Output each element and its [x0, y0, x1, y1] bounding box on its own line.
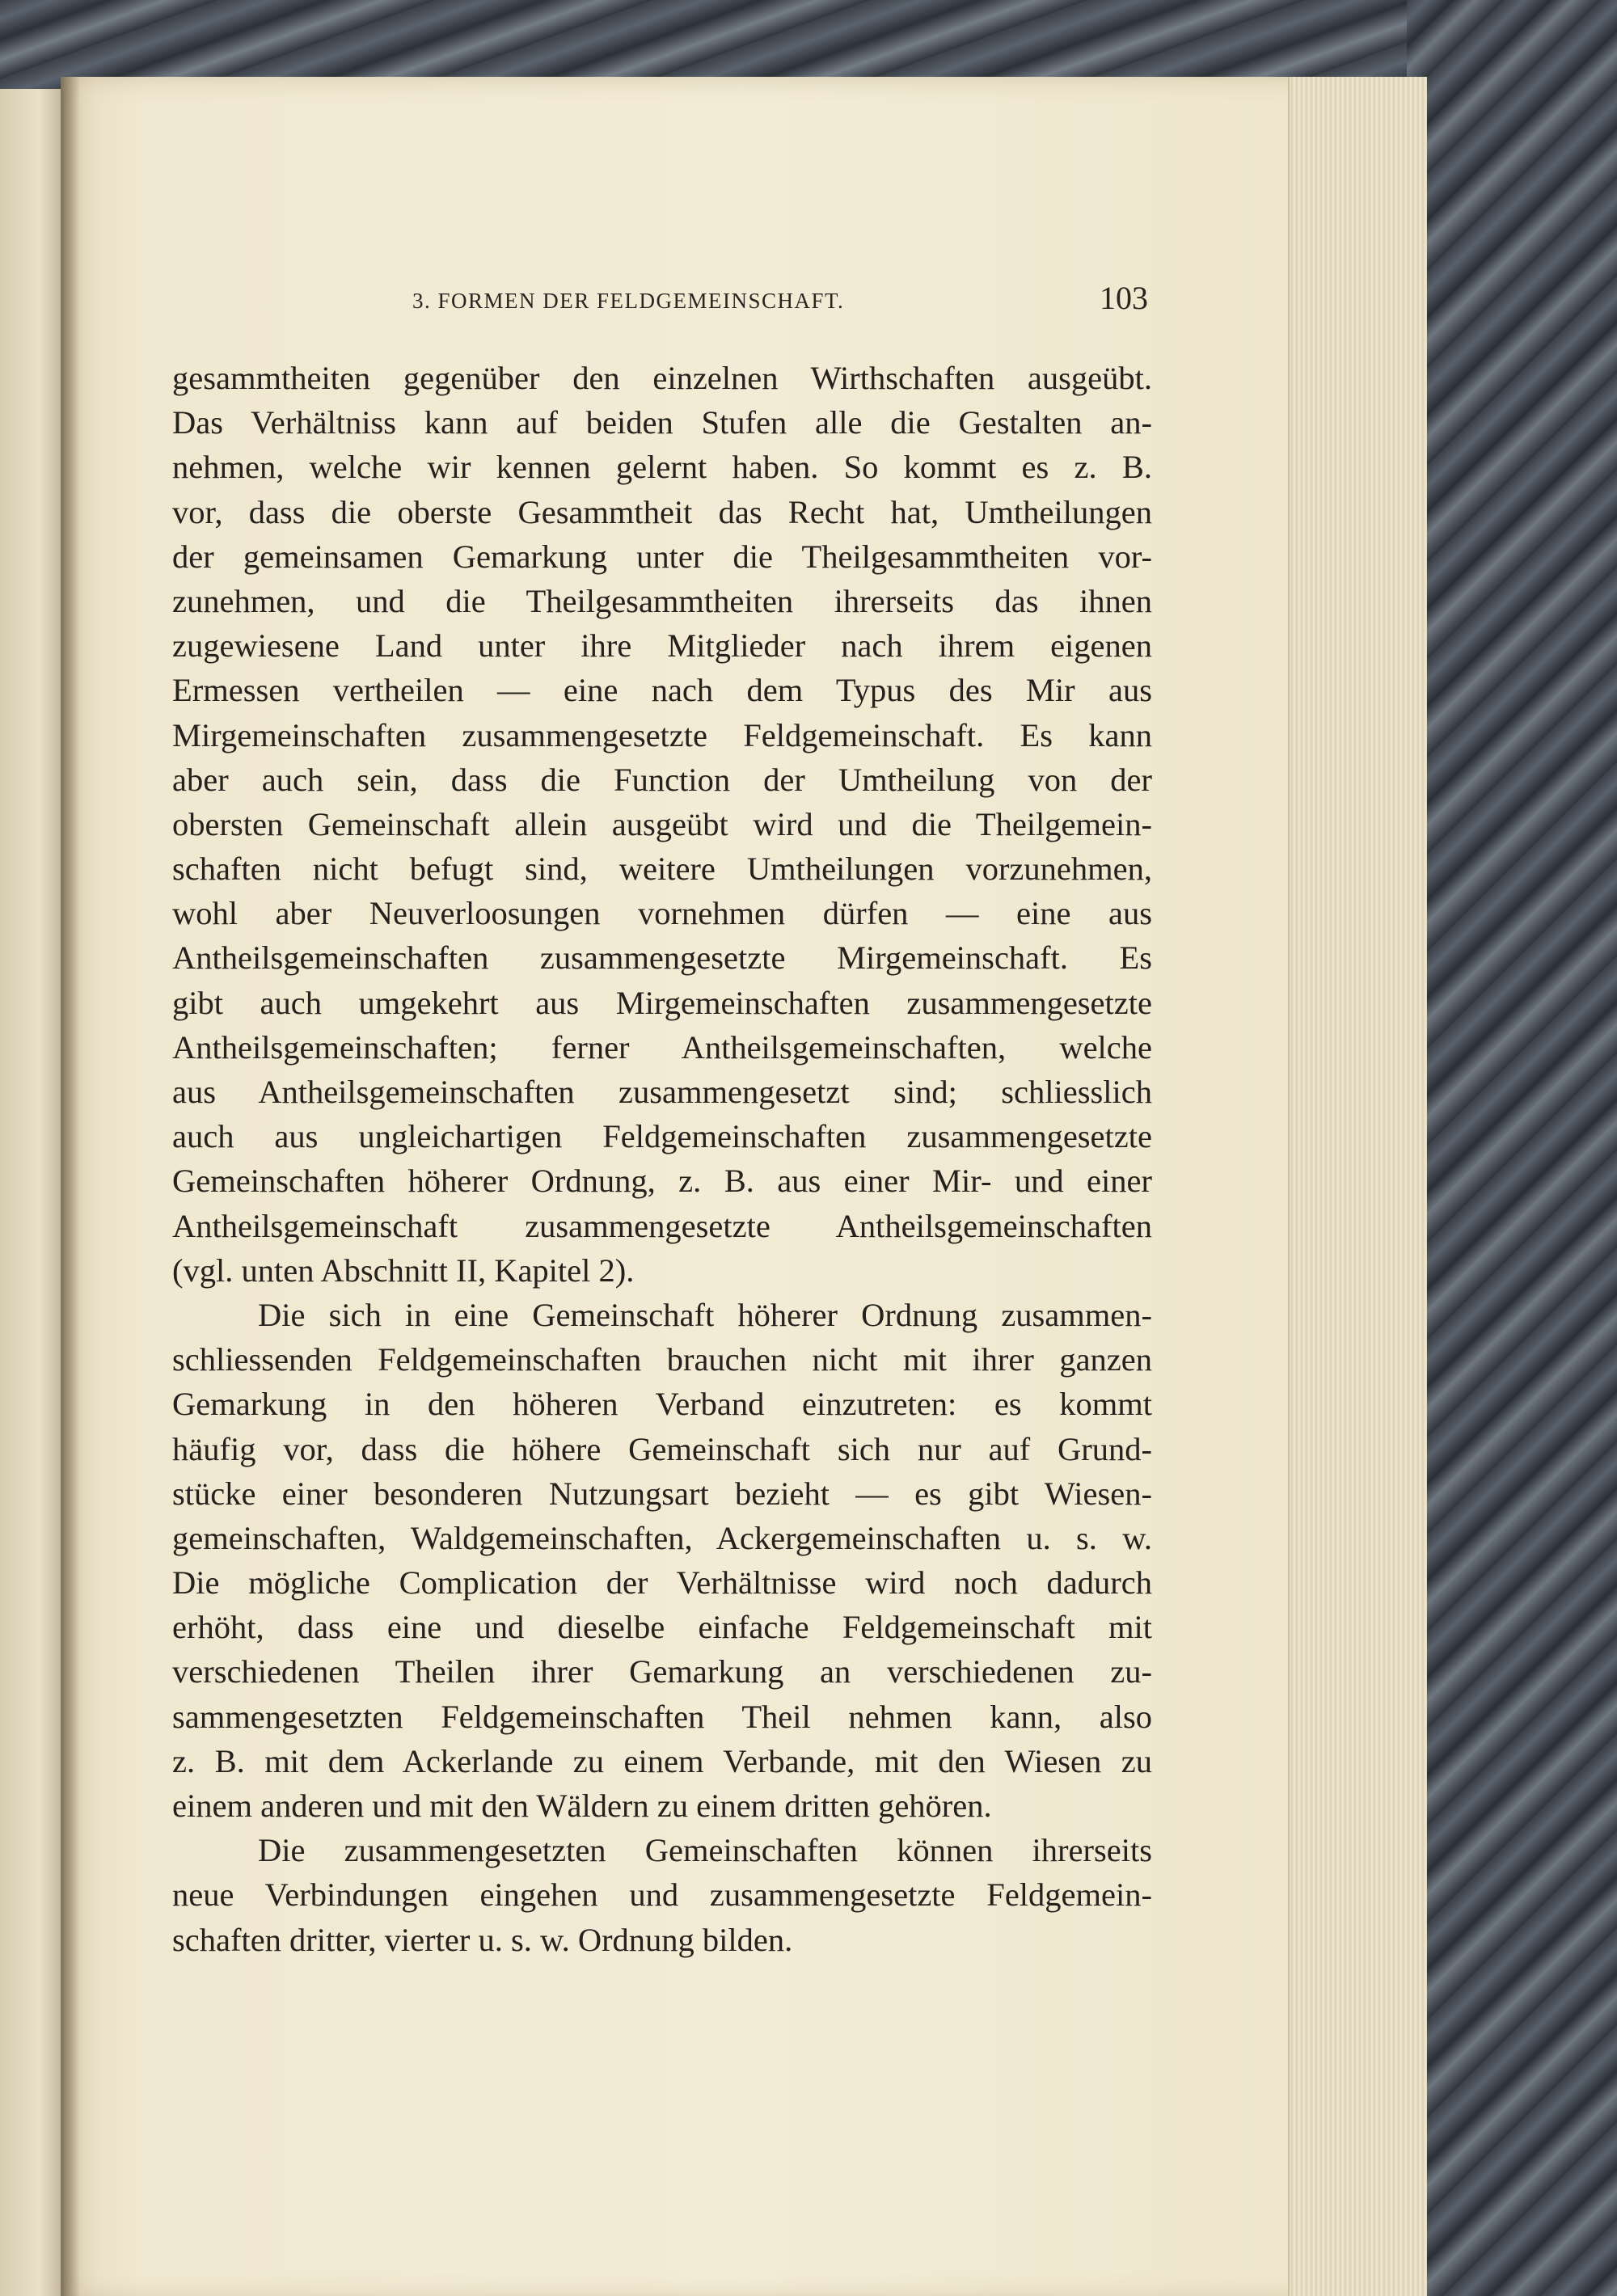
text-line: (vgl. unten Abschnitt II, Kapitel 2).	[172, 1251, 635, 1289]
text-line: nehmen, welche wir kennen gelernt haben. So kommt es z. B.	[172, 449, 1152, 486]
text-line: vor, dass die oberste Gesammtheit das Recht hat, Umtheilungen	[172, 493, 1152, 530]
text-line: schaften dritter, vierter u. s. w. Ordnung bilden.	[172, 1921, 793, 1958]
text-line: gibt auch umgekehrt aus Mirgemeinschaften zusammengesetzte	[172, 984, 1152, 1021]
text-line: verschiedenen Theilen ihrer Gemarkung an verschiedenen zu-	[172, 1653, 1152, 1690]
page-number: 103	[1100, 280, 1148, 316]
page-fore-edge	[1288, 77, 1427, 2296]
text-line: Mirgemeinschaften zusammengesetzte Feldgemeinschaft. Es kann	[172, 716, 1152, 753]
text-line: Ermessen vertheilen — eine nach dem Typus des Mir aus	[172, 672, 1152, 709]
page-header	[412, 279, 1148, 319]
text-line: der gemeinsamen Gemarkung unter die Theilgesammtheiten vor-	[172, 538, 1152, 575]
paragraph-first-line: Die zusammengesetzten Gemeinschaften können ihrerseits	[258, 1832, 1152, 1869]
text-line: Antheilsgemeinschaft zusammengesetzte Antheilsgemeinschaften	[172, 1207, 1152, 1244]
text-line: stücke einer besonderen Nutzungsart bezieht — es gibt Wiesen-	[172, 1475, 1152, 1512]
running-head: 3. FORMEN DER FELDGEMEINSCHAFT.	[412, 289, 845, 313]
paragraph-first-line: Die sich in eine Gemeinschaft höherer Ordnung zusammen-	[258, 1296, 1152, 1333]
text-line: Gemeinschaften höherer Ordnung, z. B. aus einer Mir- und einer	[172, 1163, 1152, 1200]
page-gutter-shadow	[61, 77, 80, 2296]
text-line: erhöht, dass eine und dieselbe einfache Feldgemeinschaft mit	[172, 1609, 1152, 1646]
facing-page-edge	[0, 89, 65, 2296]
text-line: z. B. mit dem Ackerlande zu einem Verbande, mit den Wiesen zu	[172, 1742, 1152, 1779]
text-line: Antheilsgemeinschaften zusammengesetzte Mirgemeinschaft. Es	[172, 939, 1152, 977]
text-line: Gemarkung in den höheren Verband einzutreten: es kommt	[172, 1386, 1152, 1423]
text-line: obersten Gemeinschaft allein ausgeübt wird und die Theilgemein-	[172, 805, 1152, 842]
text-line: schaften nicht befugt sind, weitere Umtheilungen vorzunehmen,	[172, 850, 1152, 888]
text-line: einem anderen und mit den Wäldern zu einem dritten gehören.	[172, 1787, 992, 1824]
text-line: häufig vor, dass die höhere Gemeinschaft sich nur auf Grund-	[172, 1430, 1152, 1467]
text-line: sammengesetzten Feldgemeinschaften Theil nehmen kann, also	[172, 1698, 1152, 1735]
text-line: Die mögliche Complication der Verhältnisse wird noch dadurch	[172, 1564, 1152, 1602]
text-line: Antheilsgemeinschaften; ferner Antheilsgemeinschaften, welche	[172, 1028, 1152, 1066]
text-line: gesammtheiten gegenüber den einzelnen Wirthschaften ausgeübt.	[172, 360, 1152, 396]
marbled-cover-right	[1407, 0, 1617, 2296]
text-line: aus Antheilsgemeinschaften zusammengesetzt sind; schliesslich	[172, 1074, 1152, 1110]
text-line: zunehmen, und die Theilgesammtheiten ihrerseits das ihnen	[172, 582, 1152, 619]
text-line: auch aus ungleichartigen Feldgemeinschaften zusammengesetzte	[172, 1118, 1152, 1155]
text-line: aber auch sein, dass die Function der Umtheilung von der	[172, 761, 1152, 798]
text-line: neue Verbindungen eingehen und zusammengesetzte Feldgemein-	[172, 1876, 1152, 1914]
text-line: Das Verhältniss kann auf beiden Stufen alle die Gestalten an-	[172, 404, 1152, 441]
text-line: zugewiesene Land unter ihre Mitglieder nach ihrem eigenen	[172, 627, 1152, 665]
text-line: wohl aber Neuverloosungen vornehmen dürfen — eine aus	[172, 895, 1152, 932]
body-text	[172, 356, 1152, 1962]
text-line: schliessenden Feldgemeinschaften brauchen nicht mit ihrer ganzen	[172, 1341, 1152, 1378]
text-line: gemeinschaften, Waldgemeinschaften, Ackergemeinschaften u. s. w.	[172, 1519, 1152, 1556]
